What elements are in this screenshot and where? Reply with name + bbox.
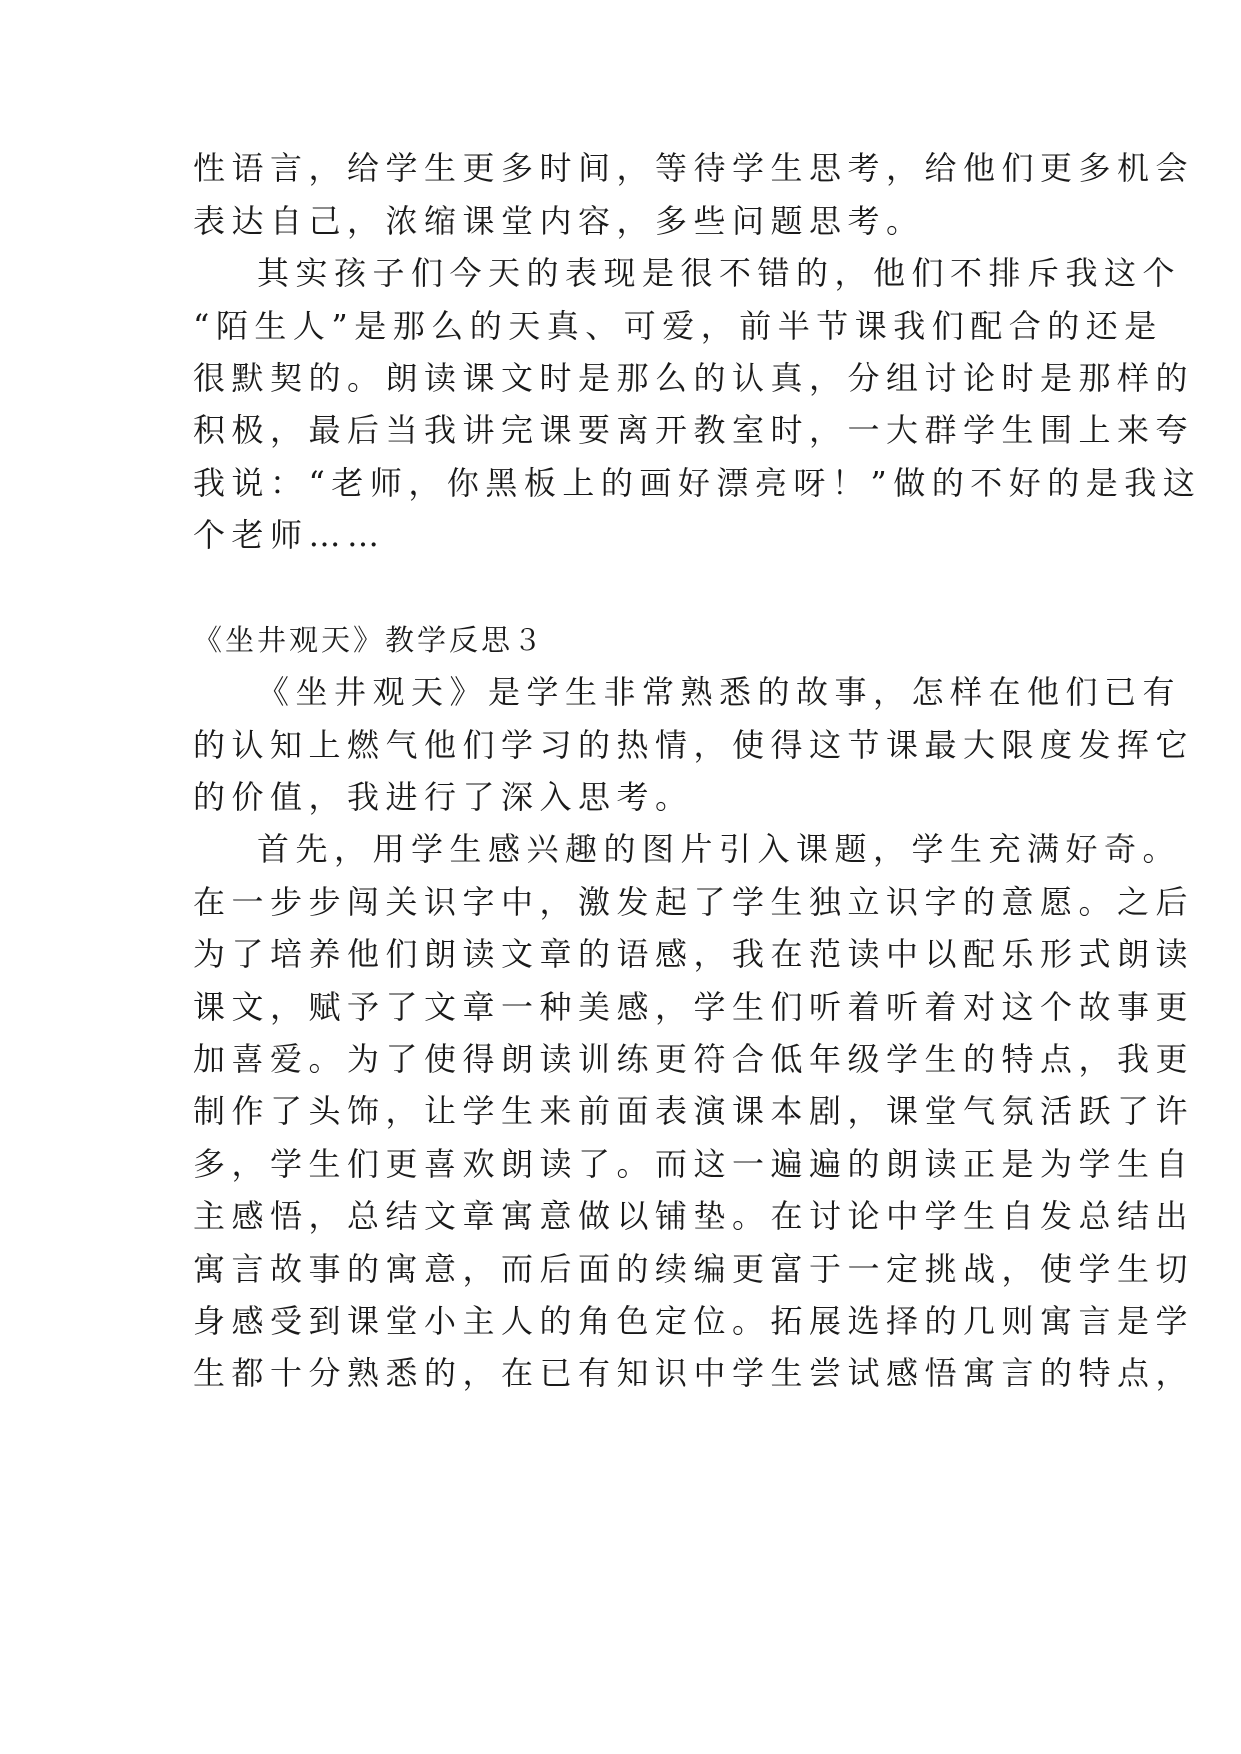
paragraph-line: 的价值，我进行了深入思考。 <box>193 778 694 816</box>
paragraph-line: 主感悟，总结文章寓意做以铺垫。在讨论中学生自发总结出 <box>193 1197 1195 1235</box>
paragraph-line: 在一步步闯关识字中，激发起了学生独立识字的意愿。之后 <box>193 883 1195 921</box>
paragraph-line: 其实孩子们今天的表现是很不错的，他们不排斥我这个 <box>257 254 1182 292</box>
paragraph-line: 加喜爱。为了使得朗读训练更符合低年级学生的特点，我更 <box>193 1040 1195 1078</box>
paragraph-line: 个老师…… <box>193 516 386 554</box>
section-title: 《坐井观天》教学反思３ <box>193 623 546 657</box>
paragraph-line: 首先，用学生感兴趣的图片引入课题，学生充满好奇。 <box>257 830 1182 868</box>
paragraph-line: 生都十分熟悉的，在已有知识中学生尝试感悟寓言的特点， <box>193 1354 1195 1392</box>
paragraph-line: 课文，赋予了文章一种美感，学生们听着听着对这个故事更 <box>193 988 1195 1026</box>
paragraph-line: 我说：“老师，你黑板上的画好漂亮呀！”做的不好的是我这 <box>193 464 1202 502</box>
paragraph-line: 制作了头饰，让学生来前面表演课本剧，课堂气氛活跃了许 <box>193 1092 1195 1130</box>
paragraph-line: 很默契的。朗读课文时是那么的认真，分组讨论时是那样的 <box>193 359 1195 397</box>
paragraph-line: 的认知上燃气他们学习的热情，使得这节课最大限度发挥它 <box>193 726 1195 764</box>
paragraph-line: 《坐井观天》是学生非常熟悉的故事，怎样在他们已有 <box>257 673 1182 711</box>
paragraph-line: 身感受到课堂小主人的角色定位。拓展选择的几则寓言是学 <box>193 1302 1195 1340</box>
paragraph-line: 性语言，给学生更多时间，等待学生思考，给他们更多机会 <box>193 149 1195 187</box>
paragraph-line: 为了培养他们朗读文章的语感，我在范读中以配乐形式朗读 <box>193 935 1195 973</box>
paragraph-line: 多，学生们更喜欢朗读了。而这一遍遍的朗读正是为学生自 <box>193 1145 1195 1183</box>
paragraph-line: “陌生人”是那么的天真、可爱，前半节课我们配合的还是 <box>193 307 1163 345</box>
paragraph-line: 寓言故事的寓意，而后面的续编更富于一定挑战，使学生切 <box>193 1250 1195 1288</box>
paragraph-line: 积极，最后当我讲完课要离开教室时，一大群学生围上来夸 <box>193 411 1195 449</box>
paragraph-line: 表达自己，浓缩课堂内容，多些问题思考。 <box>193 202 925 240</box>
